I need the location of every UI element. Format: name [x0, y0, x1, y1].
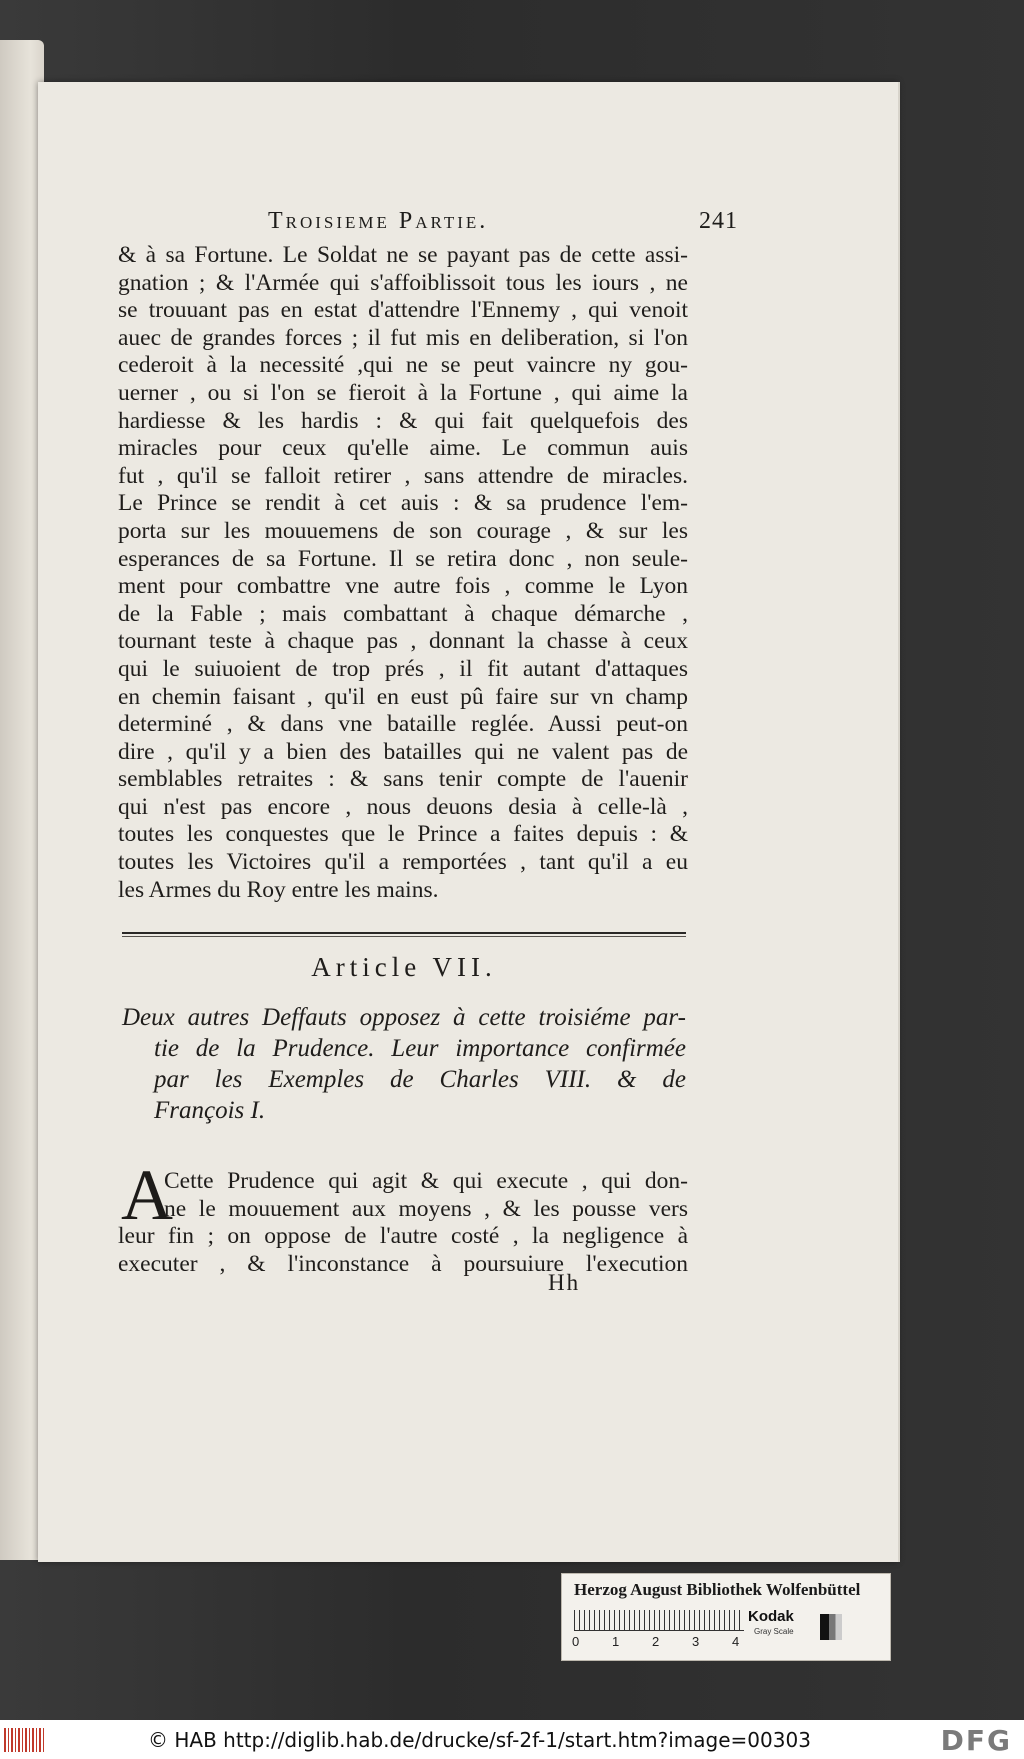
- library-color-card: [561, 1573, 891, 1661]
- source-link[interactable]: © HAB http://diglib.hab.de/drucke/sf-2f-1/start.htm?image=00303: [148, 1728, 811, 1752]
- text-line: toutes les Victoires qu'il a remportées , tant qu'il a eu: [118, 849, 688, 876]
- text-line: auec de grandes forces ; il fut mis en deliberation, si l'on: [118, 324, 688, 351]
- text-line: de la Fable ; mais combattant à chaque démarche ,: [118, 600, 688, 627]
- text-line: gnation ; & l'Armée qui s'affoiblissoit tous les iours , ne: [118, 269, 688, 296]
- text-line: porta sur les mouuemens de son courage , & sur les: [118, 517, 688, 544]
- text-line: executer , & l'inconstance à poursuiure l'execution: [118, 1250, 688, 1277]
- text-line: Cette Prudence qui agit & qui execute , qui don-: [164, 1168, 688, 1194]
- text-line: tournant teste à chaque pas , donnant la chasse à ceux: [118, 628, 688, 655]
- text-line: ne le mouuement aux moyens , & les pousse vers: [164, 1195, 688, 1222]
- ruler-number: 4: [732, 1634, 740, 1649]
- running-head: [268, 208, 738, 242]
- text-line: qui n'est pas encore , nous deuons desia à celle-là ,: [118, 793, 688, 820]
- drop-cap: A: [121, 1155, 173, 1235]
- text-line: les Armes du Roy entre les mains.: [118, 876, 439, 903]
- text-line: fut , qu'il se falloit retirer , sans attendre de miracles.: [118, 462, 688, 489]
- text-line: toutes les conquestes que le Prince a faites depuis : &: [118, 821, 688, 848]
- text-line: miracles pour ceux qu'elle aime. Le commun auis: [118, 435, 688, 462]
- scale-ruler: [574, 1610, 744, 1631]
- text-line: determiné , & dans vne bataille reglée. Aussi peut-on: [118, 711, 688, 738]
- library-name: Herzog August Bibliothek Wolfenbüttel: [574, 1580, 861, 1599]
- text-line: semblables retraites : & sans tenir compte de l'auenir: [118, 766, 688, 793]
- text-line: & à sa Fortune. Le Soldat ne se payant pas de cette assi-: [118, 242, 688, 268]
- signature-mark: Hh: [548, 1270, 581, 1295]
- dfg-logo: DFG: [940, 1724, 1012, 1757]
- gray-scale-chip: [820, 1614, 842, 1640]
- running-head-title: Troisieme Partie.: [268, 208, 489, 234]
- text-line: uerner , ou si l'on se fieroit à la Fortune , qui aime la: [118, 379, 688, 406]
- text-line: qui le suiuoient de trop prés , il fit autant d'attaques: [118, 655, 688, 682]
- book-page: [38, 82, 898, 1562]
- summary-line: tie de la Prudence. Leur importance confirmée: [154, 1035, 686, 1062]
- text-line: esperances de sa Fortune. Il se retira donc , non seule-: [118, 545, 688, 572]
- text-line: en chemin faisant , qu'il en eust pû faire sur vn champ: [118, 683, 688, 710]
- ruler-numbers: [572, 1634, 752, 1652]
- kodak-logo: Kodak: [748, 1608, 794, 1625]
- ruler-number: 0: [572, 1634, 580, 1649]
- page-content: [38, 82, 898, 1562]
- body-paragraph: [118, 242, 688, 904]
- summary-line: par les Exemples de Charles VIII. & de: [154, 1066, 686, 1093]
- article-summary: [122, 1002, 686, 1126]
- gray-scale-label: Gray Scale: [754, 1627, 794, 1636]
- article-heading: Article VII.: [311, 952, 497, 982]
- text-line: cederoit à la necessité ,qui ne se peut vaincre ny gou-: [118, 352, 688, 379]
- article-paragraph: [118, 1168, 688, 1278]
- text-line: Le Prince se rendit à cet auis : & sa prudence l'em-: [118, 490, 688, 517]
- viewer-footer: [0, 1720, 1024, 1759]
- text-line: dire , qu'il y a bien des batailles qui ne valent pas de: [118, 738, 688, 765]
- page-number: 241: [699, 208, 738, 234]
- ruler-number: 3: [692, 1634, 700, 1649]
- text-line: ment pour combattre vne autre fois , comme le Lyon: [118, 573, 688, 600]
- text-line: leur fin ; on oppose de l'autre costé , la negligence à: [118, 1223, 688, 1250]
- barcode-icon: [4, 1728, 46, 1752]
- summary-line: Deux autres Deffauts opposez à cette troisiéme par-: [122, 1004, 686, 1031]
- summary-line: François I.: [154, 1097, 266, 1124]
- ruler-number: 1: [612, 1634, 620, 1649]
- text-line: se trouuant pas en estat d'attendre l'Ennemy , qui venoit: [118, 297, 688, 324]
- section-rule: [122, 932, 686, 934]
- text-line: hardiesse & les hardis : & qui fait quelquefois des: [118, 407, 688, 434]
- ruler-number: 2: [652, 1634, 660, 1649]
